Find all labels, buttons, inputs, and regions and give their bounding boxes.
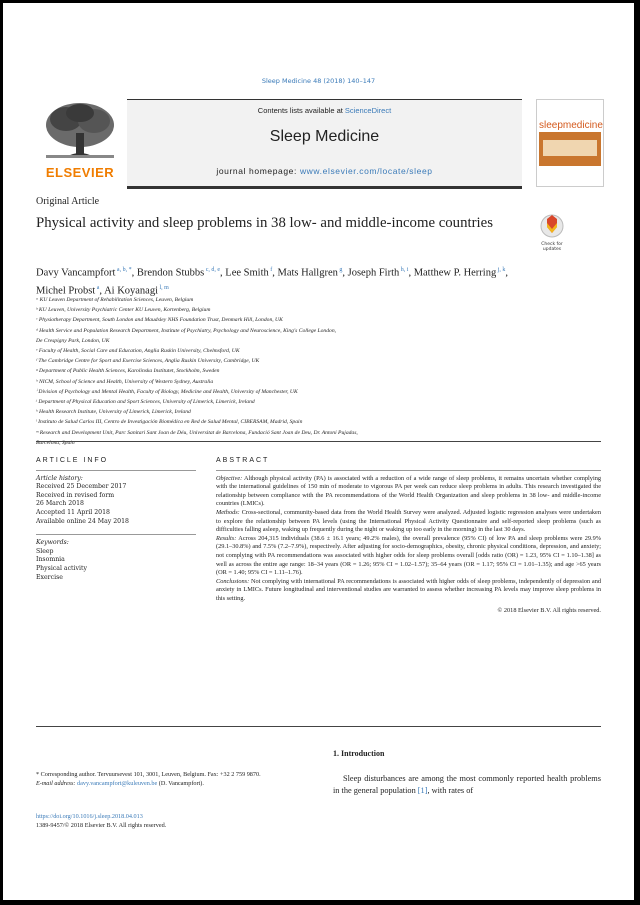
results-label: Results: [216, 534, 237, 542]
homepage-link[interactable]: www.elsevier.com/locate/sleep [299, 166, 433, 176]
affiliation-line: ᵍ Department of Public Health Sciences, Karolinska Institutet, Stockholm, Sweden [36, 368, 220, 375]
intro-text-start: Sleep disturbances are among the most commonly reported health problems in the general population [333, 774, 601, 795]
affiliation-line: ⁱ Division of Psychology and Mental Health, Faculty of Biology, Medicine and Health, University of Manchester, UK [36, 388, 298, 395]
journal-title: Sleep Medicine [269, 128, 380, 145]
keyword-item: Exercise [36, 573, 63, 581]
author-name[interactable]: Matthew P. Herring [413, 267, 497, 279]
objective-text: Although physical activity (PA) is associated with a reduction of a wide range of sleep problems, it remains uncertain whether complying with the international guidelines of 150 min of moderate to vigorous PA per week can reduce sleep problems in adults. This research investigated the relationship between compliance with the PA recommendations of the World Health Organization and sleep problems in 38 low- and middle-income countries (LMICs). [216, 474, 601, 508]
objective-label: Objective: [216, 474, 243, 482]
author-affiliation-marker[interactable]: g [337, 267, 343, 273]
author-separator: , [99, 285, 105, 296]
abstract-heading: ABSTRACT [216, 457, 270, 464]
svg-text:Check for: Check for [541, 242, 563, 247]
keyword-item: Insomnia [36, 556, 65, 564]
abstract [216, 457, 601, 615]
affiliation-line: ᵈ Health Service and Population Research Department, Institute of Psychiatry, Psychology and Neuroscience, King's College London, [36, 327, 337, 334]
homepage-line [127, 166, 522, 176]
affiliation-line: ᶜ Physiotherapy Department, South London and Maudsley NHS Foundation Trust, Denmark Hill, London, UK [36, 317, 283, 324]
conclusions-text: Not complying with international PA recommendations is associated with higher odds of sleep problems, independently of depression and anxiety in LMICs. Future longitudinal and interventional studies are warranted to assess whether increasing PA levels may improve sleep problems in this setting. [216, 577, 601, 602]
homepage-prefix: journal homepage: [216, 166, 300, 176]
abstract-objective [216, 475, 601, 509]
introduction-heading: 1. Introduction [333, 749, 385, 758]
author-affiliation-marker[interactable]: c, d, e [204, 267, 221, 273]
affiliation-line: ᵏ Health Research Institute, University of Limerick, Limerick, Ireland [36, 409, 191, 416]
history-label: Article history: [36, 474, 83, 482]
email-link[interactable]: davy.vancampfort@kuleuven.be [77, 780, 158, 787]
crossmark-icon[interactable] [535, 213, 569, 253]
author-separator: , [131, 267, 137, 279]
author-separator: , [220, 267, 226, 279]
email-line [36, 779, 291, 788]
history-entry: 26 March 2018 [36, 500, 84, 508]
methods-label: Methods: [216, 508, 240, 516]
author-name[interactable]: Davy Vancampfort [36, 267, 116, 279]
history-entry: Available online 24 May 2018 [36, 517, 129, 525]
journal-cover-thumbnail [536, 99, 604, 187]
author-affiliation-marker[interactable]: a, b, * [115, 267, 132, 273]
article-title: Physical activity and sleep problems in 38 low- and middle-income countries [36, 215, 493, 231]
svg-text:updates: updates [542, 247, 562, 252]
affiliation-line: ᶠ The Cambridge Centre for Sport and Exercise Sciences, Anglia Ruskin University, Cambridge, UK [36, 358, 260, 365]
info-history-block [36, 470, 196, 527]
doi-link[interactable]: https://doi.org/10.1016/j.sleep.2018.04.013 [36, 813, 143, 820]
contents-prefix: Contents lists available at [257, 106, 345, 115]
sciencedirect-link[interactable]: ScienceDirect [344, 106, 392, 115]
keyword-item: Physical activity [36, 564, 87, 572]
cover-title: sleepmedicine [539, 120, 603, 131]
article-info [36, 457, 196, 582]
keyword-item: Sleep [36, 547, 54, 555]
paper-page [3, 3, 634, 900]
abstract-bottom-rule [36, 726, 601, 727]
affiliation-line: ʲ Department of Physical Education and Sport Sciences, University of Limerick, Limerick, Ireland [36, 399, 255, 406]
affiliation-list [36, 295, 556, 448]
affiliation-line: ᵉ Faculty of Health, Social Care and Education, Anglia Ruskin University, Chelmsford, UK [36, 348, 240, 355]
affiliation-line: ʰ NICM, School of Science and Health, University of Western Sydney, Australia [36, 378, 214, 385]
affiliation-line: ᵃ KU Leuven Department of Rehabilitation Sciences, Leuven, Belgium [36, 297, 194, 303]
intro-text-end: , with rates of [427, 785, 474, 795]
author-name[interactable]: Joseph Firth [347, 267, 400, 279]
cover-box [543, 140, 597, 156]
affiliation-line: Barcelona, Spain [36, 439, 75, 446]
affiliation-line: De Crespigny Park, London, UK [36, 337, 110, 344]
author-name[interactable]: Lee Smith [225, 267, 269, 279]
author-name[interactable]: Michel Probst [36, 285, 96, 296]
author-affiliation-marker[interactable]: a [95, 284, 100, 291]
author-name[interactable]: Ai Koyanagi [104, 285, 159, 296]
corresponding-footnote [36, 770, 291, 788]
abstract-results [216, 535, 601, 578]
author-name[interactable]: Mats Hallgren [277, 267, 338, 279]
affiliation-line: ᵐ Research and Development Unit, Parc Sanitari Sant Joan de Déu, Universitat de Barcelona, Fundació Sant Joan de Deu, Dr. Antoni Pujadas, [36, 429, 358, 436]
abstract-conclusions [216, 578, 601, 604]
email-suffix: (D. Vancampfort). [157, 780, 204, 787]
email-label: E-mail address: [36, 780, 78, 787]
elsevier-wordmark: ELSEVIER [45, 165, 115, 180]
author-affiliation-marker[interactable]: j, k [496, 267, 506, 273]
abstract-body [216, 470, 601, 616]
methods-text: Cross-sectional, community-based data from the World Health Survey were analyzed. Adjusted logistic regression analyses were undertaken to explore the relationship between PA levels (using the International Physical Activity Questionnaire and self-reported sleep problems (such as difficulties falling asleep, waking up frequently during the night or waking up too early in the morning) in the last 30 days. [216, 508, 602, 534]
history-entry: Received in revised form [36, 491, 115, 499]
info-keywords-block [36, 534, 196, 582]
abstract-methods [216, 509, 601, 535]
keywords-label: Keywords: [36, 539, 69, 547]
author-separator: , [342, 267, 348, 279]
contents-line [127, 106, 522, 115]
introduction-text [333, 773, 601, 796]
results-text: Across 204,315 individuals (38.6 ± 16.1 years; 49.2% males), the overall prevalence (95% CI) of low PA and sleep problems were 29.9% (29.1–30.8%) and 7.5% (7.2–7.9%), respectively. After adjusting for socio-demographics, obesity, chronic physical conditions, depression, and anxiety; not complying with PA recommendations was associated with higher odds for sleep problems overall [odds ratio (OR) = 1.23, 95% CI = 1.10–1.38] as well as across the entire age range: 18–34 years (OR = 1.26; 95% CI = 1.02–1.57); 35–64 years (OR = 1.17; 95% CI = 1.01–1.35); and age >65 years (OR = 1.40; 95% CI = 1.11–1.76). [216, 534, 601, 577]
doi-block [36, 812, 166, 830]
author-list [36, 263, 516, 298]
article-info-heading: ARTICLE INFO [36, 457, 109, 464]
article-type: Original Article [36, 196, 100, 207]
conclusions-label: Conclusions: [216, 577, 250, 585]
author-separator: , [408, 267, 414, 279]
author-separator: , [505, 267, 509, 279]
author-affiliation-marker[interactable]: f [268, 267, 273, 273]
citation-link[interactable]: [1] [417, 785, 428, 795]
section-divider [36, 441, 601, 442]
author-affiliation-marker[interactable]: h, i [399, 267, 409, 273]
history-list [36, 483, 196, 526]
issn-line: 1389-9457/© 2018 Elsevier B.V. All rights reserved. [36, 822, 167, 829]
corresponding-author: * Corresponding author. Tervuursevest 101, 3001, Leuven, Belgium. Fax: +32 2 759 9870. [36, 771, 261, 778]
affiliation-line: ᵇ KU Leuven, University Psychiatric Center KU Leuven, Kortenberg, Belgium [36, 307, 211, 314]
copyright-notice: © 2018 Elsevier B.V. All rights reserved. [497, 606, 601, 614]
history-entry: Accepted 11 April 2018 [36, 508, 110, 516]
author-separator: , [272, 267, 278, 279]
affiliation-line: ˡ Instituto de Salud Carlos III, Centro de Investigación Biomédica en Red de Salud Mental, CIBERSAM, Madrid, Spain [36, 419, 303, 426]
author-affiliation-marker[interactable]: l, m [158, 284, 169, 291]
journal-header-box [127, 99, 522, 189]
journal-reference[interactable]: Sleep Medicine 48 (2018) 140–147 [261, 77, 376, 85]
author-name[interactable]: Brendon Stubbs [136, 267, 205, 279]
history-entry: Received 25 December 2017 [36, 483, 127, 491]
keyword-list [36, 548, 196, 582]
